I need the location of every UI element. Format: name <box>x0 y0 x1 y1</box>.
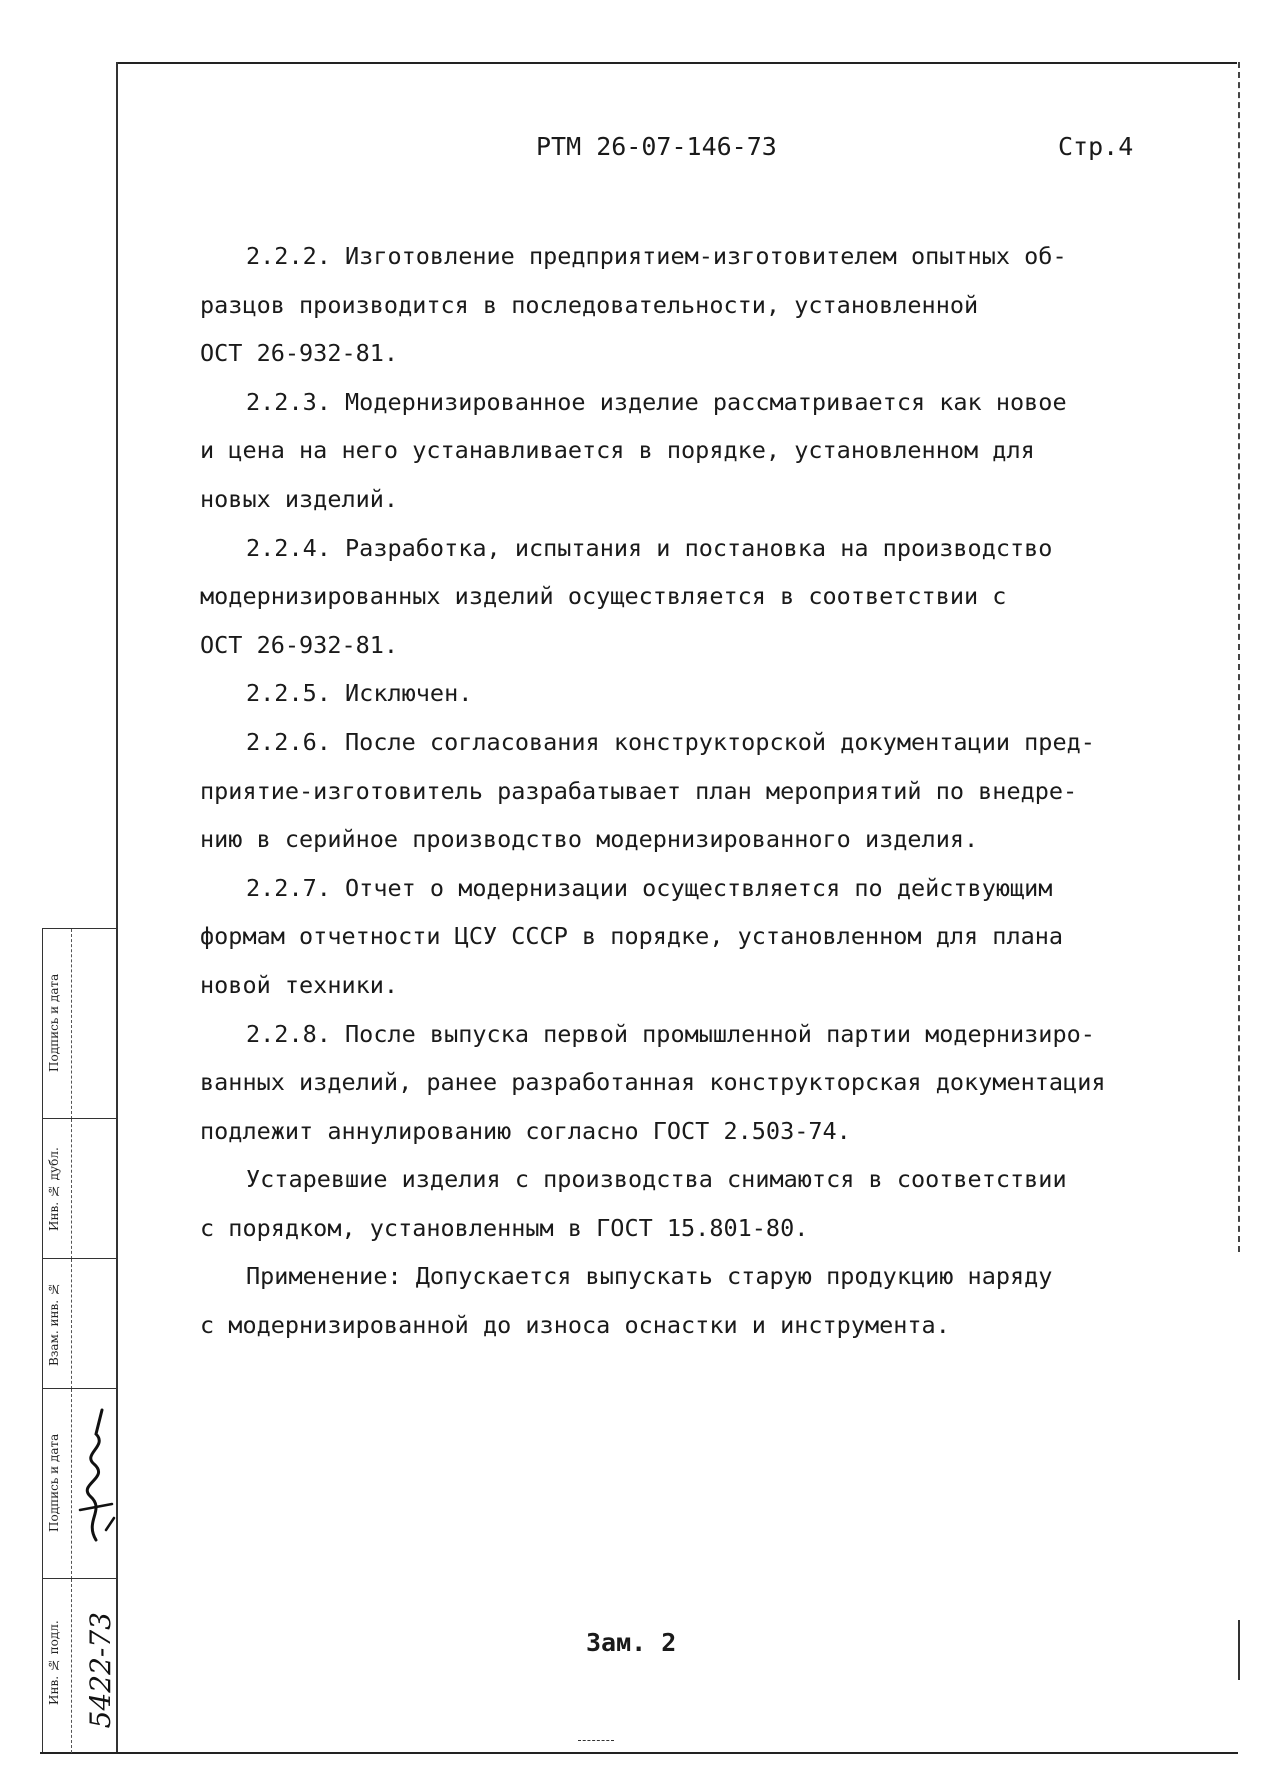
paragraph-line: с модернизированной до износа оснастки и инструмента. <box>200 1311 950 1340</box>
paragraph-line: с порядком, установленным в ГОСТ 15.801-80. <box>200 1213 809 1242</box>
handwritten-inventory-number: 5422-73 <box>84 1612 117 1729</box>
stub-label: Инв. № подл. <box>47 1620 61 1706</box>
stub-label: Подпись и дата <box>47 1433 61 1533</box>
paragraph-line: Устаревшие изделия с производства снимаются в соответствии <box>246 1165 1067 1194</box>
paragraph-line: формам отчетности ЦСУ СССР в порядке, установленном для плана <box>200 922 1064 951</box>
paragraph-line: 2.2.7. Отчет о модернизации осуществляется по действующим <box>246 873 1053 902</box>
stub-label: Взам. инв. № <box>47 1282 61 1366</box>
change-mark: Зам. 2 <box>586 1628 677 1657</box>
document-body <box>200 232 1200 1350</box>
handwritten-signature <box>66 1400 126 1550</box>
stub-divider <box>71 929 72 1119</box>
stub-cell <box>43 928 117 1119</box>
stub-cell <box>43 1258 117 1389</box>
paragraph-line: ванных изделий, ранее разработанная конструкторская документация <box>200 1068 1106 1097</box>
paragraph-line: 2.2.8. После выпуска первой промышленной партии модернизиро- <box>246 1019 1095 1048</box>
stub-label: Подпись и дата <box>47 973 61 1073</box>
frame-top-border <box>117 62 1237 64</box>
paragraph-line: ОСТ 26-932-81. <box>200 630 399 659</box>
paragraph-line: 2.2.5. Исключен. <box>246 679 473 708</box>
paragraph-line: модернизированных изделий осуществляется в соответствии с <box>200 582 1007 611</box>
paragraph-line: 2.2.3. Модернизированное изделие рассматривается как новое <box>246 387 1067 416</box>
stub-cell <box>43 1118 117 1259</box>
paragraph-line: 2.2.4. Разработка, испытания и постановка на производство <box>246 533 1053 562</box>
page-number: Стр.4 <box>1058 132 1134 161</box>
paragraph-line: подлежит аннулированию согласно ГОСТ 2.503-74. <box>200 1116 851 1145</box>
frame-bottom-border <box>40 1752 1238 1754</box>
paragraph-line: и цена на него устанавливается в порядке, установленном для <box>200 436 1035 465</box>
stub-divider <box>71 1119 72 1259</box>
paragraph-line: 2.2.6. После согласования конструкторской документации пред- <box>246 727 1095 756</box>
paragraph-line: Применение: Допускается выпускать старую продукцию наряду <box>246 1262 1053 1291</box>
paragraph-line: приятие-изготовитель разрабатывает план мероприятий по внедре- <box>200 776 1078 805</box>
stub-divider <box>71 1259 72 1389</box>
paragraph-line: ОСТ 26-932-81. <box>200 339 399 368</box>
stub-divider <box>71 1579 72 1753</box>
bottom-dash-mark <box>578 1740 614 1741</box>
paragraph-line: новых изделий. <box>200 484 399 513</box>
frame-right-border <box>1238 62 1240 1252</box>
paragraph-line: разцов производится в последовательности, установленной <box>200 290 979 319</box>
stub-label: Инв. № дубл. <box>47 1147 61 1231</box>
paragraph-line: 2.2.2. Изготовление предприятием-изготовителем опытных об- <box>246 242 1067 270</box>
paragraph-line: нию в серийное производство модернизированного изделия. <box>200 825 979 854</box>
frame-right-border-lower <box>1238 1620 1240 1680</box>
document-code: РТМ 26-07-146-73 <box>536 132 777 161</box>
paragraph-line: новой техники. <box>200 970 399 999</box>
